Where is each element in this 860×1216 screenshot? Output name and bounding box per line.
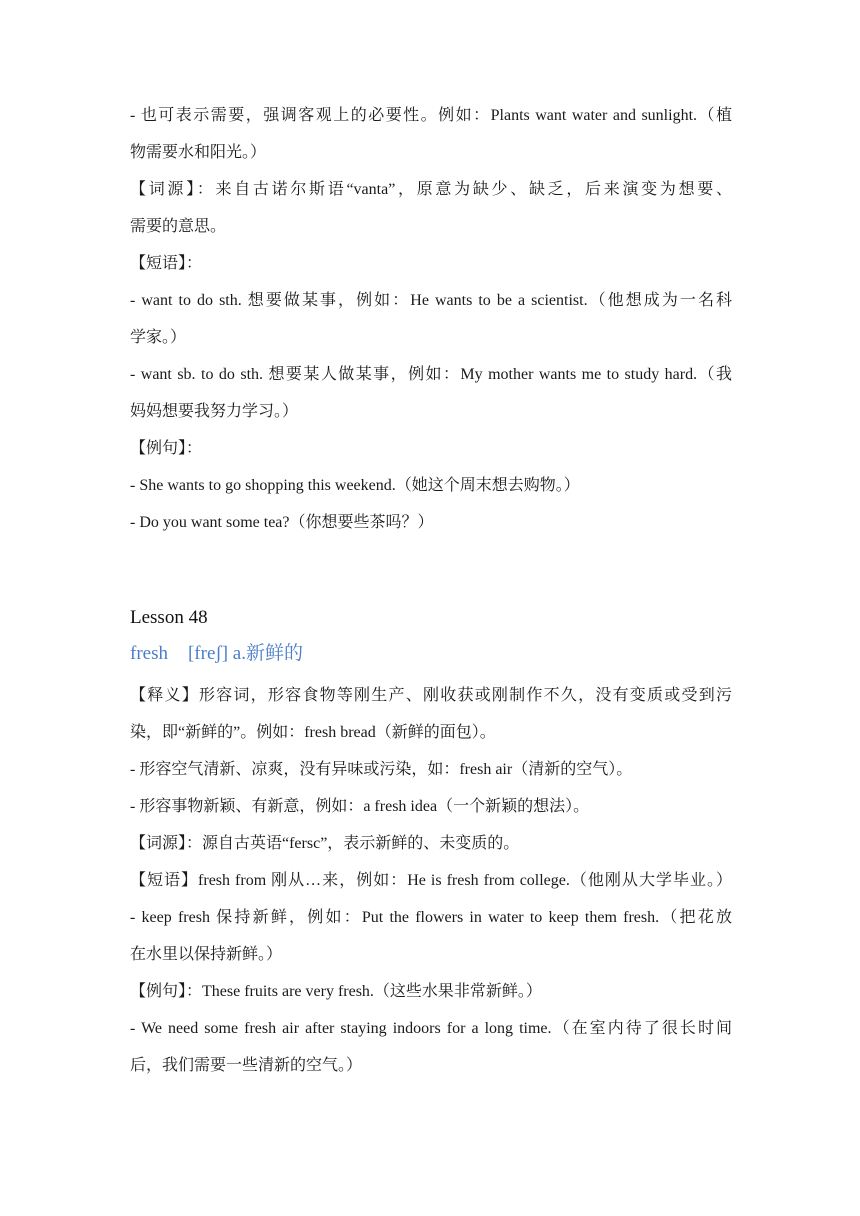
text-line: 需要的意思。: [130, 218, 227, 235]
example-line: 后，我们需要一些清新的空气。）: [130, 1057, 363, 1074]
text-line: 在水里以保持新鲜。）: [130, 946, 283, 963]
text-line: 学家。）: [130, 329, 187, 346]
example-line: - She wants to go shopping this weekend.（她这个周末想去购物。）: [130, 477, 580, 494]
text-line: 【词源】：来自古诺尔斯语“vanta”，原意为缺少、缺乏，后来演变为想要、: [130, 181, 732, 198]
text-line: 【释义】形容词，形容食物等刚生产、刚收获或刚制作不久，没有变质或受到污: [130, 687, 732, 704]
text-line: 【词源】：源自古英语“fersc”，表示新鲜的、未变质的。: [130, 835, 520, 852]
text-line: - 形容空气清新、凉爽，没有异味或污染，如：fresh air（清新的空气）。: [130, 761, 633, 778]
lesson-title: Lesson 48: [130, 607, 208, 628]
text-line: - want sb. to do sth. 想要某人做某事，例如：My mother wants me to study hard.（我: [130, 366, 732, 383]
heading-examples: 【例句】：: [130, 440, 203, 457]
heading-phrases: 【短语】：: [130, 255, 203, 272]
text-line: 染，即“新鲜的”。例如：fresh bread（新鲜的面包）。: [130, 724, 496, 741]
text-line: - 形容事物新颖、有新意，例如：a fresh idea（一个新颖的想法）。: [130, 798, 590, 815]
example-line: - We need some fresh air after staying indoors for a long time.（在室内待了很长时间: [130, 1020, 732, 1037]
example-line: 【例句】：These fruits are very fresh.（这些水果非常新鲜。）: [130, 983, 542, 1000]
text-line: - 也可表示需要，强调客观上的必要性。例如：Plants want water and sunlight.（植: [130, 107, 732, 124]
text-line: 妈妈想要我努力学习。）: [130, 403, 299, 420]
text-line: - want to do sth. 想要做某事，例如：He wants to be a scientist.（他想成为一名科: [130, 292, 732, 309]
text-line: 【短语】fresh from 刚从…来，例如：He is fresh from college.（他刚从大学毕业。）: [130, 872, 732, 889]
phonetic-definition: [freʃ] a.新鲜的: [187, 643, 303, 664]
example-line: - Do you want some tea?（你想要些茶吗？）: [130, 514, 434, 531]
text-line: - keep fresh 保持新鲜，例如：Put the flowers in water to keep them fresh.（把花放: [130, 909, 732, 926]
text-line: 物需要水和阳光。）: [130, 144, 267, 161]
word-entry: [130, 642, 303, 666]
headword: fresh: [130, 643, 168, 664]
